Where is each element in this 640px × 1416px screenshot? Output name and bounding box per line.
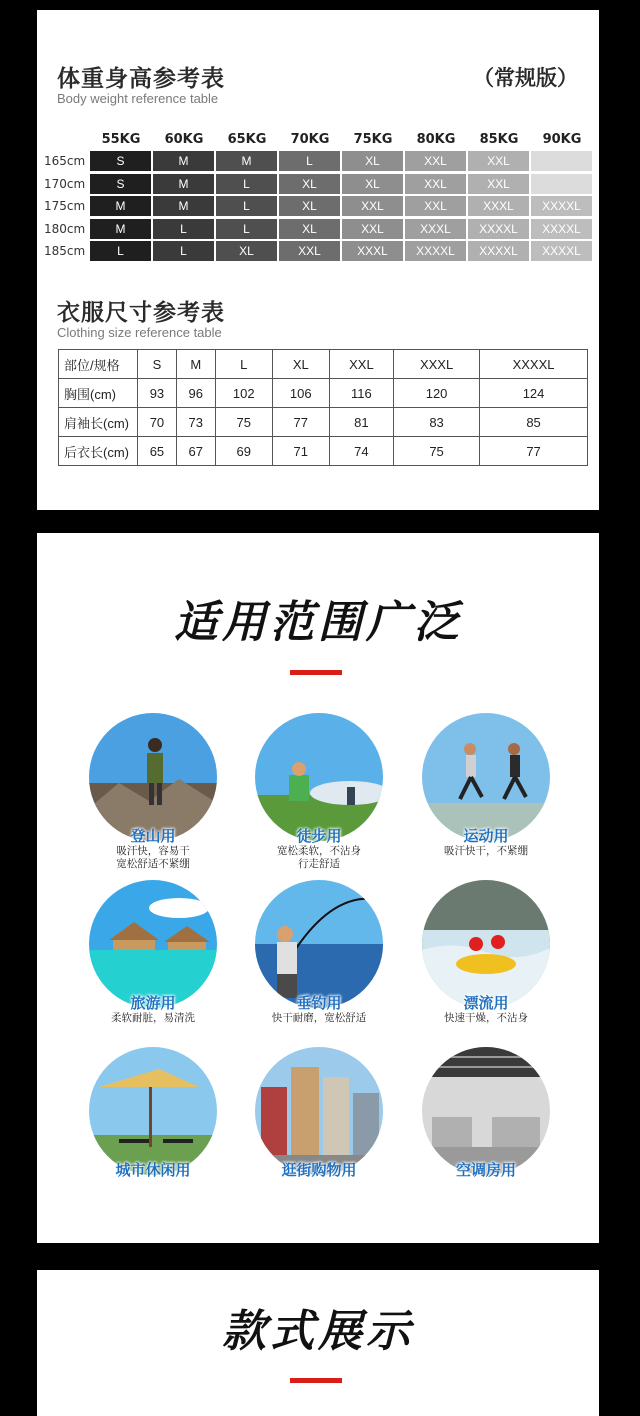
usage-description: 宽松柔软，不沾身 行走舒适	[277, 845, 361, 870]
table-header-cell: XXXXL	[480, 350, 588, 379]
usage-photo-beach	[89, 880, 217, 1008]
size-cell: XXL	[405, 196, 466, 216]
table-cell: 肩袖长(cm)	[59, 408, 138, 437]
table-row	[59, 379, 588, 408]
usage-item	[85, 880, 225, 1040]
size-cell: L	[216, 174, 277, 194]
size-cell: XXXXL	[405, 241, 466, 261]
size-cell: S	[90, 174, 151, 194]
size-cell: L	[216, 219, 277, 239]
usage-photo-office	[422, 1047, 550, 1175]
usage-title: 垂钓用	[296, 994, 342, 1012]
size-table-title: 衣服尺寸参考表	[57, 300, 225, 326]
table-cell: 70	[138, 408, 177, 437]
size-cell: M	[90, 196, 151, 216]
usage-description: 吸汗快，容易干 宽松舒适不紧绷	[116, 845, 190, 870]
size-cell: XXL	[468, 174, 529, 194]
weight-column-header: 70KG	[290, 132, 330, 147]
weight-column-header: 65KG	[227, 132, 267, 147]
size-cell	[531, 174, 592, 194]
size-cell: XXXL	[342, 241, 403, 261]
table-cell: 65	[138, 437, 177, 466]
table-header-cell: S	[138, 350, 177, 379]
size-cell: M	[216, 151, 277, 171]
weight-column-header: 60KG	[164, 132, 204, 147]
height-row-label: 170cm	[44, 176, 86, 191]
size-cell: XXXXL	[531, 219, 592, 239]
size-cell: XL	[216, 241, 277, 261]
usage-title: 漂流用	[463, 994, 509, 1012]
edition-label: （常规版）	[473, 66, 578, 90]
table-cell: 81	[329, 408, 393, 437]
title-accent-bar	[290, 1378, 342, 1383]
table-cell: 124	[480, 379, 588, 408]
weight-chart-title: 体重身高参考表	[57, 66, 225, 92]
size-cell: XXL	[405, 174, 466, 194]
usage-description: 快速干燥，不沾身	[444, 1012, 528, 1024]
size-cell: XXXXL	[531, 196, 592, 216]
usage-title: 城市休闲用	[115, 1161, 191, 1179]
weight-chart-subtitle: Body weight reference table	[57, 91, 219, 106]
table-cell: 85	[480, 408, 588, 437]
table-cell: 120	[394, 379, 480, 408]
size-cell: M	[153, 196, 214, 216]
size-chart-card	[37, 10, 599, 510]
table-header-cell: M	[176, 350, 215, 379]
size-cell: M	[153, 151, 214, 171]
usage-item	[418, 1047, 558, 1207]
size-cell: XL	[279, 196, 340, 216]
table-cell: 83	[394, 408, 480, 437]
usage-description: 快干耐磨，宽松舒适	[271, 1012, 367, 1024]
size-cell: XXL	[405, 151, 466, 171]
weight-column-header: 90KG	[542, 132, 582, 147]
table-row	[59, 437, 588, 466]
weight-column-header: 85KG	[479, 132, 519, 147]
table-header-cell: XL	[272, 350, 329, 379]
size-cell: XXL	[342, 196, 403, 216]
size-cell: XL	[342, 151, 403, 171]
clothing-size-table	[58, 349, 588, 466]
usage-title: 空调房用	[455, 1161, 516, 1179]
weight-column-header: 55KG	[101, 132, 141, 147]
size-cell: XXXXL	[531, 241, 592, 261]
table-cell: 67	[176, 437, 215, 466]
usage-photo-hiking	[255, 713, 383, 841]
usage-item	[418, 880, 558, 1040]
usage-item	[418, 713, 558, 873]
table-cell: 74	[329, 437, 393, 466]
size-cell: XL	[279, 174, 340, 194]
weight-column-header: 75KG	[353, 132, 393, 147]
table-cell: 77	[272, 408, 329, 437]
table-cell: 77	[480, 437, 588, 466]
usage-photo-cafe	[89, 1047, 217, 1175]
table-cell: 后衣长(cm)	[59, 437, 138, 466]
usage-title: 登山用	[130, 827, 176, 845]
usage-item	[251, 713, 391, 873]
usage-item	[85, 713, 225, 873]
table-cell: 93	[138, 379, 177, 408]
usage-photo-mountain	[89, 713, 217, 841]
height-row-label: 185cm	[44, 244, 86, 258]
size-cell: XXL	[279, 241, 340, 261]
table-cell: 71	[272, 437, 329, 466]
usage-card	[37, 533, 599, 1243]
usage-title: 逛街购物用	[281, 1161, 357, 1179]
size-cell: L	[153, 219, 214, 239]
usage-item	[251, 1047, 391, 1207]
table-cell: 69	[215, 437, 272, 466]
usage-title: 旅游用	[130, 994, 176, 1012]
size-cell: XXXXL	[468, 219, 529, 239]
size-cell: M	[90, 219, 151, 239]
table-cell: 106	[272, 379, 329, 408]
height-row-label: 165cm	[44, 154, 86, 168]
size-cell: L	[279, 151, 340, 171]
table-cell: 胸围(cm)	[59, 379, 138, 408]
weight-column-header: 80KG	[416, 132, 456, 147]
table-header-row	[59, 350, 588, 379]
usage-photo-running	[422, 713, 550, 841]
usage-description: 柔软耐脏，易清洗	[111, 1012, 195, 1024]
height-row-label: 175cm	[44, 199, 86, 213]
size-cell: XXXL	[468, 196, 529, 216]
table-cell: 75	[215, 408, 272, 437]
size-cell: L	[90, 241, 151, 261]
size-cell: XXL	[468, 151, 529, 171]
display-card	[37, 1270, 599, 1416]
size-table-subtitle: Clothing size reference table	[57, 325, 222, 340]
usage-title: 运动用	[463, 827, 509, 845]
usage-description: 吸汗快干，不紧绷	[444, 845, 528, 857]
table-header-cell: XXL	[329, 350, 393, 379]
size-cell: L	[153, 241, 214, 261]
usage-item	[251, 880, 391, 1040]
display-title: 款式展示	[222, 1306, 414, 1357]
table-cell: 96	[176, 379, 215, 408]
table-header-cell: 部位/规格	[59, 350, 138, 379]
size-cell: M	[153, 174, 214, 194]
height-row-label: 180cm	[44, 221, 86, 236]
usage-photo-fishing	[255, 880, 383, 1008]
table-cell: 75	[394, 437, 480, 466]
size-cell: L	[216, 196, 277, 216]
size-cell: XXXL	[405, 219, 466, 239]
size-cell	[531, 151, 592, 171]
size-cell: XL	[279, 219, 340, 239]
usage-item	[85, 1047, 225, 1207]
size-cell: S	[90, 151, 151, 171]
table-header-cell: L	[215, 350, 272, 379]
table-cell: 73	[176, 408, 215, 437]
table-cell: 102	[215, 379, 272, 408]
usage-photo-rafting	[422, 880, 550, 1008]
title-accent-bar	[290, 670, 342, 675]
usage-title: 徒步用	[296, 827, 342, 845]
size-cell: XL	[342, 174, 403, 194]
table-header-cell: XXXL	[394, 350, 480, 379]
usage-title: 适用范围广泛	[174, 597, 462, 648]
size-cell: XXXXL	[468, 241, 529, 261]
table-row	[59, 408, 588, 437]
size-cell: XXL	[342, 219, 403, 239]
table-cell: 116	[329, 379, 393, 408]
usage-photo-street	[255, 1047, 383, 1175]
